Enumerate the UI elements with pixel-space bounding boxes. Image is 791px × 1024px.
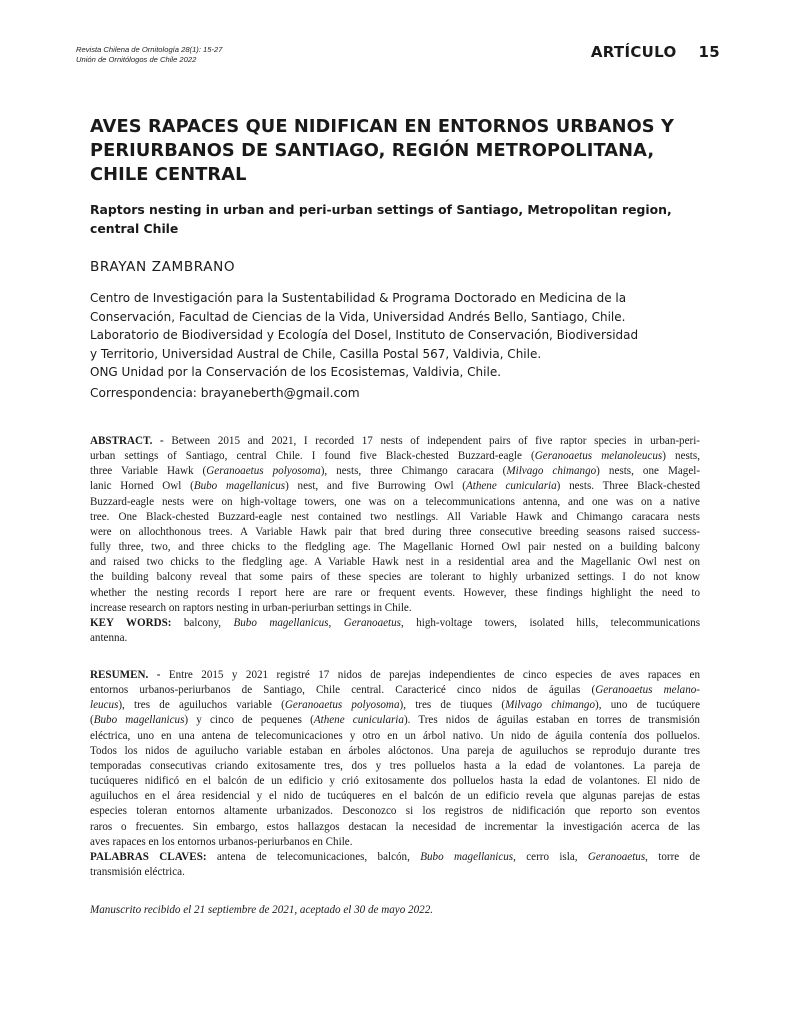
abstract-line: whether the nesting records I report here are rare or frequent events. However, these findings highlight the need to: [90, 586, 700, 599]
resumen-line: aves rapaces en los entornos urbanos-periurbanos en Chile.: [90, 835, 353, 848]
keywords-line: antenna.: [90, 632, 128, 645]
article-title: [90, 115, 730, 187]
journal-publisher: Unión de Ornitólogos de Chile 2022: [76, 55, 197, 64]
journal-info: [76, 45, 222, 65]
resumen-line: raros o frecuentes. Sin embargo, estos hallazgos destacan la necesidad de incrementar la investigación acerca de las: [90, 820, 700, 833]
affiliations: [90, 289, 730, 382]
abstract-line: tree. One Black-chested Buzzard-eagle nest contained two nestlings. All Variable Hawk and Chimango caracara nests: [90, 510, 700, 523]
affiliation-line: Centro de Investigación para la Sustentabilidad & Programa Doctorado en Medicina de la: [90, 291, 627, 305]
resumen-line: (Bubo magellanicus) y cinco de pequenes (Athene cunicularia). Tres nidos de águilas estaban en torres de transmisión: [90, 714, 700, 727]
journal-citation: Revista Chilena de Ornitología 28(1): 15-27: [76, 45, 223, 54]
resumen-line: entornos urbanos-periurbanos de Santiago, Chile central. Caractericé cinco nidos de águilas (Geranoaetus melano-: [90, 684, 700, 697]
subtitle-line: central Chile: [90, 221, 179, 236]
resumen-line: temporadas consecutivas criando exitosamente tres, dos y tres polluelos hasta a la edad de volantones. La pareja de: [90, 759, 700, 772]
abstract-line: the building balcony reveal that some pairs of these species are tolerant to highly urbanized settings. I do not know: [90, 571, 700, 584]
resumen-line: RESUMEN. - Entre 2015 y 2021 registré 17 nidos de parejas independientes de cinco especies de aves rapaces en: [90, 669, 701, 681]
affiliation-line: y Territorio, Universidad Austral de Chile, Casilla Postal 567, Valdivia, Chile.: [90, 346, 542, 361]
resumen: [90, 668, 700, 880]
abstract: [90, 434, 700, 646]
palabras-label: PALABRAS CLAVES:: [90, 850, 207, 863]
manuscript-dates: Manuscrito recibido el 21 septiembre de 2021, aceptado el 30 de mayo 2022.: [90, 904, 434, 916]
correspondence: Correspondencia: brayaneberth@gmail.com: [90, 386, 360, 400]
abstract-line: ABSTRACT. - Between 2015 and 2021, I recorded 17 nests of independent pairs of five raptor species in urban-peri-: [90, 435, 700, 447]
keywords-label: KEY WORDS:: [90, 616, 172, 629]
affiliation-line: ONG Unidad por la Conservación de los Ecosistemas, Valdivia, Chile.: [90, 365, 502, 380]
english-title: [90, 200, 730, 238]
resumen-line: Todos los nidos de aguilucho variable estaban en árboles alóctonos. Una pareja de aguiluchos se reprodujo durante tres: [90, 744, 700, 757]
abstract-line: and raised two chicks to the fledgling age. A Variable Hawk nest in a residential area and the Magellanic Owl nest on: [90, 556, 700, 569]
title-line: CHILE CENTRAL: [90, 164, 247, 185]
resumen-line: tucúqueres nidificó en el balcón de un edificio y crió exitosamente dos polluelos hasta la edad de volantones. El nido de: [90, 775, 700, 788]
palabras-line: PALABRAS CLAVES: antena de telecomunicaciones, balcón, Bubo magellanicus, cerro isla, Geranoaetus, torre de: [90, 850, 700, 863]
abstract-line: fully three, two, and three chicks to the fledgling age. The Magellanic Horned Owl pair nested on a building balcony: [90, 541, 700, 554]
abstract-line: lanic Horned Owl (Bubo magellanicus) nest, and five Burrowing Owl (Athene cunicularia) nests. Three Black-chested: [90, 480, 700, 493]
abstract-line: increase research on raptors nesting in urban-periurban settings in Chile.: [90, 601, 412, 614]
resumen-label: RESUMEN. -: [90, 669, 161, 681]
palabras-line: transmisión eléctrica.: [90, 866, 185, 879]
abstract-line: were on allochthonous trees. A Variable Hawk pair that bred during three consecutive breeding seasons raised success-: [90, 525, 700, 538]
title-line: AVES RAPACES QUE NIDIFICAN EN ENTORNOS URBANOS Y: [90, 116, 674, 137]
resumen-line: eléctrica, uno en una antena de telecomunicaciones y otro en un árbol nativo. Un nido de águila contenía dos polluelos.: [90, 729, 700, 742]
abstract-line: three Variable Hawk (Geranoaetus polyosoma), nests, three Chimango caracara (Milvago chimango) nests, one Magel-: [90, 465, 701, 478]
abstract-line: urban settings of Santiago, central Chile. I found five Black-chested Buzzard-eagle (Geranoaetus melanoleucus) nests,: [90, 450, 700, 463]
subtitle-line: Raptors nesting in urban and peri-urban settings of Santiago, Metropolitan region,: [90, 202, 672, 217]
affiliation-line: Laboratorio de Biodiversidad y Ecología del Dosel, Instituto de Conservación, Biodiversidad: [90, 328, 639, 343]
abstract-label: ABSTRACT. -: [90, 435, 164, 447]
abstract-line: Buzzard-eagle nests were on high-voltage towers, one was on a telecommunications antenna, and one was on a native: [90, 495, 700, 508]
resumen-line: especies toleran entornos altamente urbanizados. Desconozco si los registros de nidificación que reporto son eventos: [90, 805, 700, 818]
resumen-line: leucus), tres de aguiluchos variable (Geranoaetus polyosoma), tres de tiuques (Milvago chimango), uno de tucúquere: [90, 699, 701, 712]
resumen-line: aguiluchos en el área residencial y el nido de tucúqueres en el balcón de un edificio revela que algunas parejas de estas: [90, 790, 700, 803]
affiliation-line: Conservación, Facultad de Ciencias de la Vida, Universidad Andrés Bello, Santiago, Chile.: [90, 309, 626, 324]
keywords-line: KEY WORDS: balcony, Bubo magellanicus, Geranoaetus, high-voltage towers, isolated hills, telecommunications: [90, 616, 701, 629]
section-label: ARTÍCULO: [590, 43, 677, 61]
page-number: 15: [698, 43, 720, 61]
author-name: BRAYAN ZAMBRANO: [90, 259, 236, 275]
running-head: [560, 43, 720, 61]
title-line: PERIURBANOS DE SANTIAGO, REGIÓN METROPOLITANA,: [90, 140, 655, 161]
